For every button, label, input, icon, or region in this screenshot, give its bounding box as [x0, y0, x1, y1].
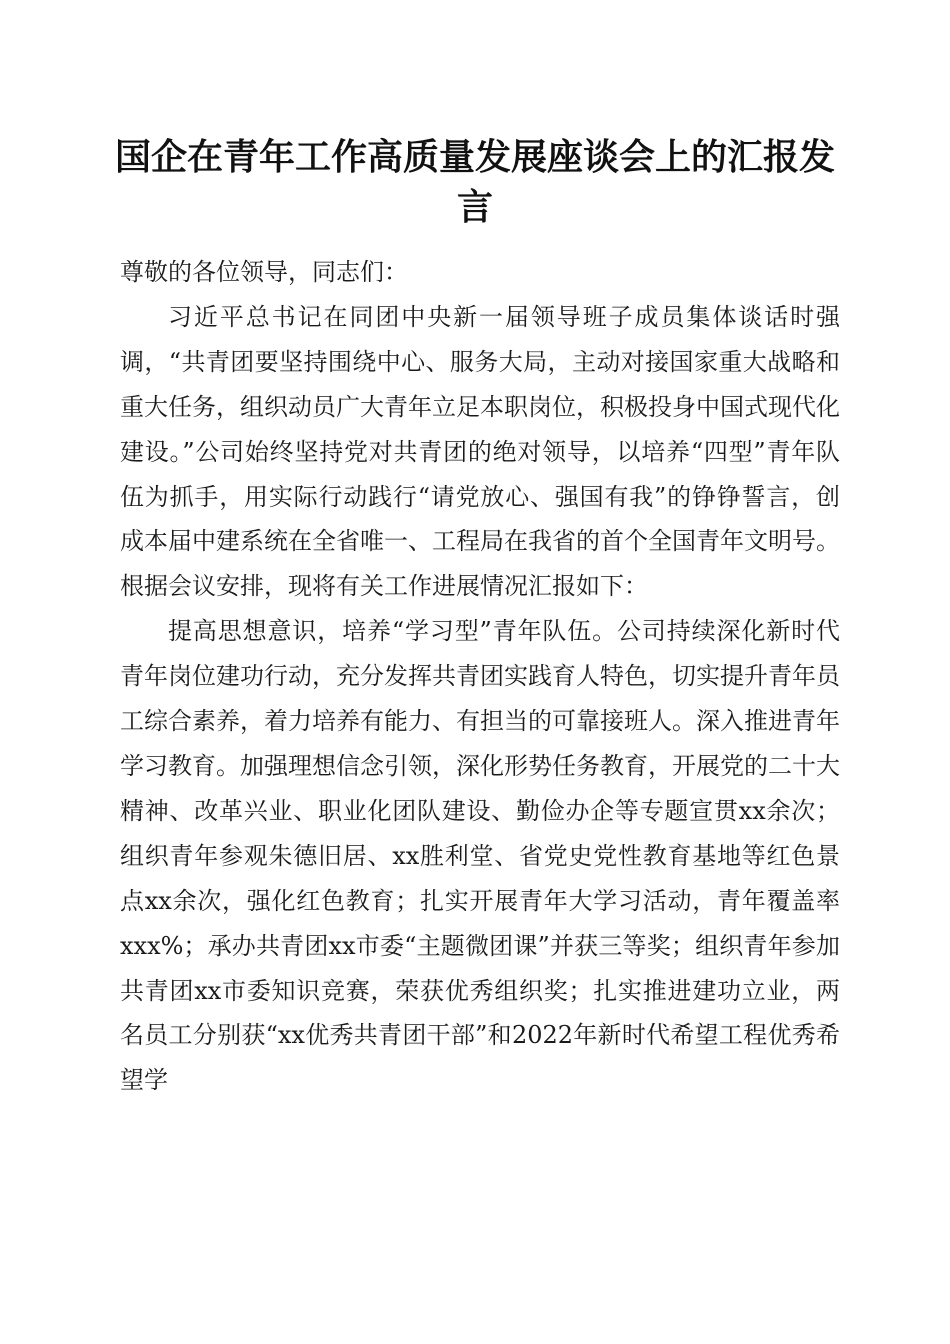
salutation: 尊敬的各位领导，同志们：: [120, 258, 408, 286]
paragraph-learning-team: 提高思想意识，培养“学习型”青年队伍。公司持续深化新时代青年岗位建功行动，充分发挥共青团实践育人特色，切实提升青年员工综合素养，着力培养有能力、有担当的可靠接班人。深入推进青年学习教育。加强理想信念引领，深化形势任务教育，开展党的二十大精神、改革兴业、职业化团队建设、勤俭办企等专题宣贯xx余次；组织青年参观朱德旧居、xx胜利堂、省党史党性教育基地等红色景点xx余次，强化红色教育；扎实开展青年大学习活动，青年覆盖率xxx%；承办共青团xx市委“主题微团课”并获三等奖；组织青年参加共青团xx市委知识竞赛，荣获优秀组织奖；扎实推进建功立业，两名员工分别获“xx优秀共青团干部”和2022年新时代希望工程优秀希望学: [120, 617, 840, 1095]
document-body: [120, 250, 840, 1103]
document-title: 国企在青年工作高质量发展座谈会上的汇报发言: [114, 136, 835, 228]
paragraph-intro: 习近平总书记在同团中央新一届领导班子成员集体谈话时强调，“共青团要坚持围绕中心、服务大局，主动对接国家重大战略和重大任务，组织动员广大青年立足本职岗位，积极投身中国式现代化建设。”公司始终坚持党对共青团的绝对领导，以培养“四型”青年队伍为抓手，用实际行动践行“请党放心、强国有我”的铮铮誓言，创成本届中建系统在全省唯一、工程局在我省的首个全国青年文明号。根据会议安排，现将有关工作进展情况汇报如下：: [120, 302, 840, 601]
